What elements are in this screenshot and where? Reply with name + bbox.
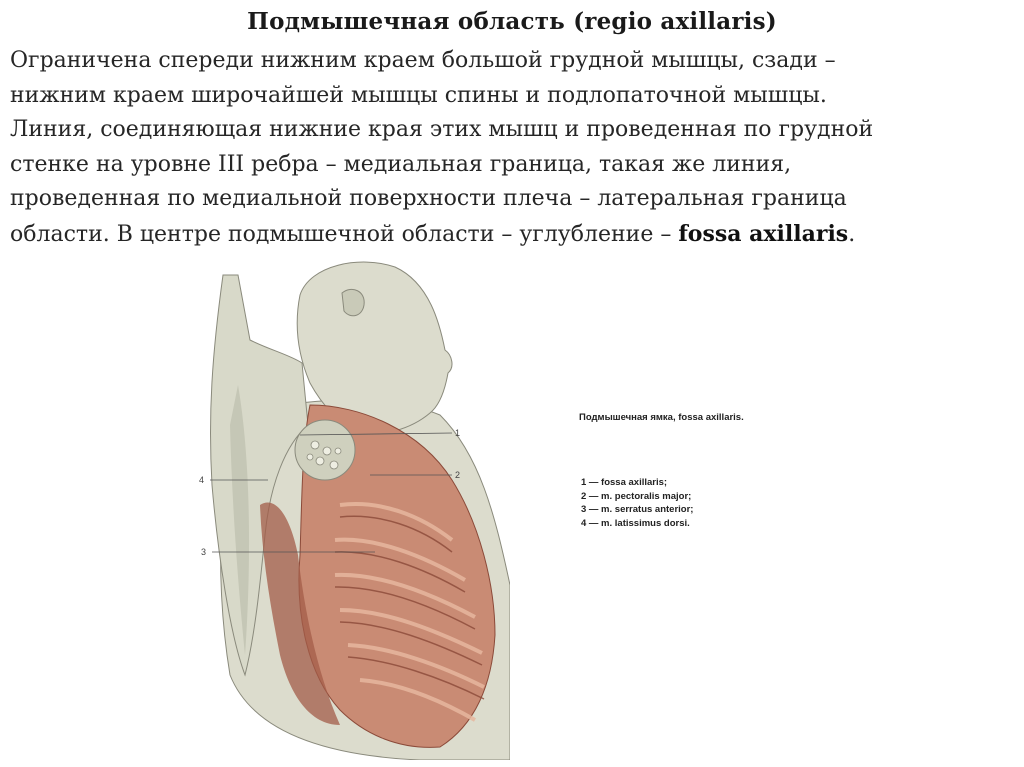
paragraph-last-line	[10, 217, 1015, 253]
figure-label-4: 4	[199, 475, 205, 485]
figure-label-3: 3	[201, 547, 207, 557]
legend-item: 4 — m. latissimus dorsi.	[581, 517, 690, 529]
last-line-text: области. В центре подмышечной области – углубление –	[10, 221, 679, 247]
description-paragraph	[10, 44, 1015, 252]
figure-caption: Подмышечная ямка, fossa axillaris.	[579, 412, 744, 423]
legend-item: 2 — m. pectoralis major;	[581, 490, 692, 502]
anatomy-illustration	[190, 255, 510, 760]
slide-title: Подмышечная область (regio axillaris)	[247, 8, 777, 35]
legend-item: 1 — fossa axillaris;	[581, 477, 668, 488]
fossa-axillaris-term: fossa axillaris	[678, 220, 849, 247]
figure-label-2: 2	[455, 470, 461, 480]
paragraph-line: проведенная по медиальной поверхности плеча – латеральная граница	[10, 186, 847, 211]
figure-legend	[581, 477, 693, 531]
paragraph-line: Линия, соединяющая нижние края этих мышц и проведенная по грудной	[10, 117, 874, 142]
paragraph-line: Ограничена спереди нижним краем большой грудной мышцы, сзади –	[10, 48, 836, 73]
figure-label-1: 1	[455, 428, 461, 438]
legend-item: 3 — m. serratus anterior;	[581, 504, 694, 515]
paragraph-line: нижним краем широчайшей мышцы спины и подлопаточной мышцы.	[10, 82, 827, 108]
last-line-period: .	[848, 221, 856, 247]
ear-icon	[342, 289, 364, 315]
paragraph-line: стенке на уровне III ребра – медиальная граница, такая же линия,	[10, 151, 792, 177]
